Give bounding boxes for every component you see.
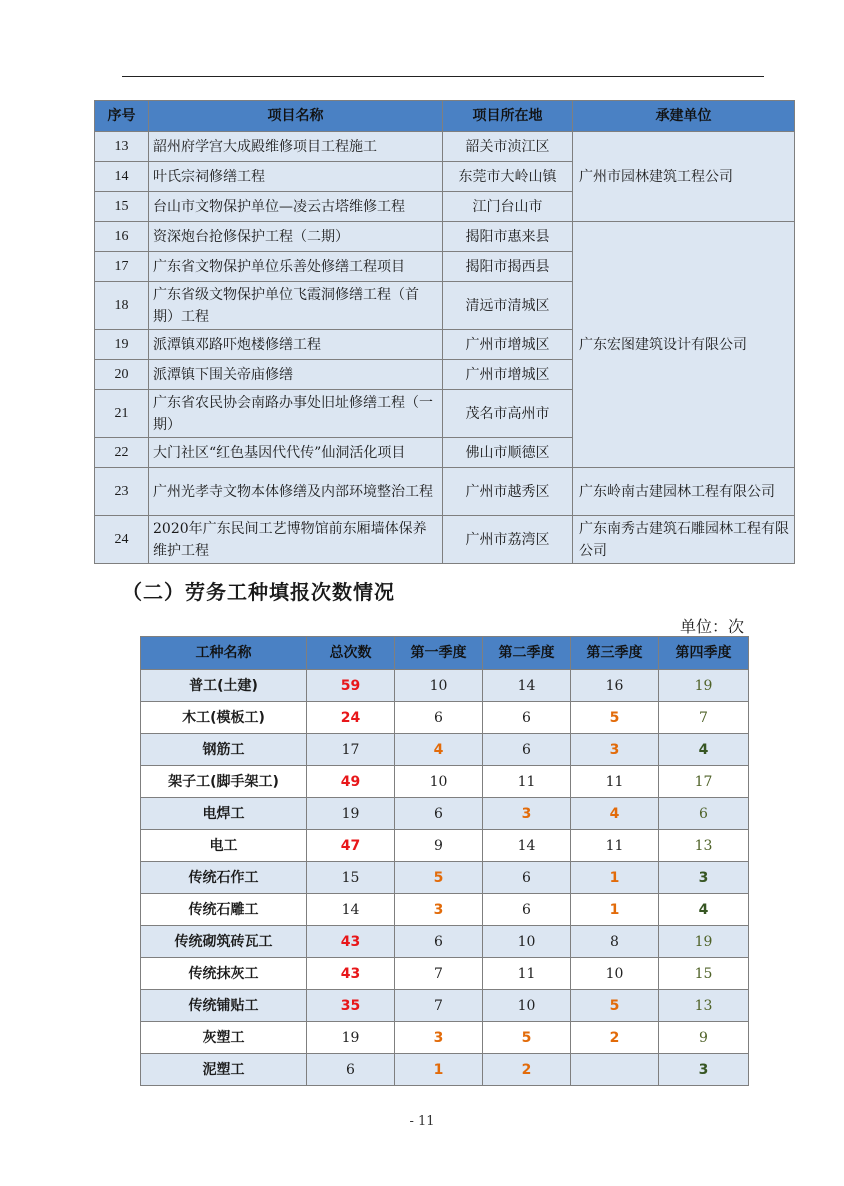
table-row: [141, 1054, 749, 1086]
q3-count: 2: [571, 1022, 659, 1054]
q4-count: 17: [659, 766, 749, 798]
q4-count: 7: [659, 702, 749, 734]
total-count: 59: [307, 670, 395, 702]
project-location: 揭阳市惠来县: [443, 222, 573, 252]
project-location: 广州市增城区: [443, 360, 573, 390]
craft-name: 传统石雕工: [141, 894, 307, 926]
column-header: 工种名称: [141, 637, 307, 670]
craft-name: 泥塑工: [141, 1054, 307, 1086]
table-row: [141, 990, 749, 1022]
project-name: 广州光孝寺文物本体修缮及内部环境整治工程: [149, 468, 443, 516]
q3-count: 5: [571, 702, 659, 734]
q1-count: 5: [395, 862, 483, 894]
total-count: 43: [307, 958, 395, 990]
q4-count: 4: [659, 734, 749, 766]
project-location: 清远市清城区: [443, 282, 573, 330]
table-row: [141, 702, 749, 734]
column-header: 第四季度: [659, 637, 749, 670]
project-location: 茂名市高州市: [443, 390, 573, 438]
q3-count: 4: [571, 798, 659, 830]
craft-name: 架子工(脚手架工): [141, 766, 307, 798]
project-location: 佛山市顺德区: [443, 438, 573, 468]
q1-count: 6: [395, 926, 483, 958]
total-count: 49: [307, 766, 395, 798]
row-number: 13: [95, 132, 149, 162]
craft-name: 木工(模板工): [141, 702, 307, 734]
table-row: [141, 670, 749, 702]
builder-cell: 广东宏图建筑设计有限公司: [573, 222, 795, 468]
table-row: [141, 1022, 749, 1054]
project-name: 派潭镇邓路吓炮楼修缮工程: [149, 330, 443, 360]
total-count: 35: [307, 990, 395, 1022]
row-number: 24: [95, 516, 149, 564]
column-header: 序号: [95, 101, 149, 132]
table-row: [141, 894, 749, 926]
craft-name: 传统铺贴工: [141, 990, 307, 1022]
project-name: 韶州府学宫大成殿维修项目工程施工: [149, 132, 443, 162]
project-name: 派潭镇下围关帝庙修缮: [149, 360, 443, 390]
row-number: 17: [95, 252, 149, 282]
q4-count: 9: [659, 1022, 749, 1054]
total-count: 24: [307, 702, 395, 734]
q1-count: 6: [395, 702, 483, 734]
q2-count: 3: [483, 798, 571, 830]
q2-count: 5: [483, 1022, 571, 1054]
q2-count: 2: [483, 1054, 571, 1086]
q4-count: 3: [659, 862, 749, 894]
column-header: 总次数: [307, 637, 395, 670]
q3-count: 3: [571, 734, 659, 766]
total-count: 43: [307, 926, 395, 958]
q2-count: 10: [483, 926, 571, 958]
q1-count: 9: [395, 830, 483, 862]
column-header: 承建单位: [573, 101, 795, 132]
craft-name: 灰塑工: [141, 1022, 307, 1054]
total-count: 19: [307, 1022, 395, 1054]
total-count: 17: [307, 734, 395, 766]
table-row: [95, 222, 795, 252]
table-row: [95, 468, 795, 516]
q2-count: 11: [483, 766, 571, 798]
q3-count: [571, 1054, 659, 1086]
column-header: 第三季度: [571, 637, 659, 670]
q2-count: 14: [483, 670, 571, 702]
q2-count: 6: [483, 702, 571, 734]
project-location: 江门台山市: [443, 192, 573, 222]
row-number: 20: [95, 360, 149, 390]
project-name: 台山市文物保护单位—凌云古塔维修工程: [149, 192, 443, 222]
unit-label: 单位：次: [679, 617, 744, 636]
project-table: [94, 100, 795, 564]
q3-count: 11: [571, 766, 659, 798]
q2-count: 6: [483, 894, 571, 926]
table-row: [95, 516, 795, 564]
table-row: [141, 958, 749, 990]
column-header: 项目所在地: [443, 101, 573, 132]
q4-count: 13: [659, 990, 749, 1022]
table-row: [141, 798, 749, 830]
project-location: 东莞市大岭山镇: [443, 162, 573, 192]
q2-count: 6: [483, 862, 571, 894]
table-header-row: [95, 101, 795, 132]
craft-name: 电工: [141, 830, 307, 862]
q1-count: 1: [395, 1054, 483, 1086]
craft-name: 传统砌筑砖瓦工: [141, 926, 307, 958]
total-count: 47: [307, 830, 395, 862]
table-row: [141, 734, 749, 766]
project-name: 2020年广东民间工艺博物馆前东厢墙体保养维护工程: [149, 516, 443, 564]
q1-count: 7: [395, 958, 483, 990]
craft-name: 钢筋工: [141, 734, 307, 766]
q3-count: 5: [571, 990, 659, 1022]
q1-count: 3: [395, 1022, 483, 1054]
craft-name: 电焊工: [141, 798, 307, 830]
q1-count: 10: [395, 766, 483, 798]
total-count: 19: [307, 798, 395, 830]
project-name: 广东省文物保护单位乐善处修缮工程项目: [149, 252, 443, 282]
q2-count: 6: [483, 734, 571, 766]
builder-cell: 广州市园林建筑工程公司: [573, 132, 795, 222]
row-number: 14: [95, 162, 149, 192]
project-name: 叶氏宗祠修缮工程: [149, 162, 443, 192]
row-number: 19: [95, 330, 149, 360]
project-location: 韶关市浈江区: [443, 132, 573, 162]
table-header-row: [141, 637, 749, 670]
craft-name: 传统石作工: [141, 862, 307, 894]
column-header: 第二季度: [483, 637, 571, 670]
page-number: - 11: [409, 1114, 435, 1129]
project-location: 揭阳市揭西县: [443, 252, 573, 282]
header-rule: [122, 76, 764, 77]
q4-count: 4: [659, 894, 749, 926]
row-number: 23: [95, 468, 149, 516]
project-location: 广州市增城区: [443, 330, 573, 360]
table-row: [141, 926, 749, 958]
project-name: 广东省农民协会南路办事处旧址修缮工程（一期）: [149, 390, 443, 438]
q3-count: 10: [571, 958, 659, 990]
q3-count: 1: [571, 862, 659, 894]
total-count: 14: [307, 894, 395, 926]
table-row: [95, 132, 795, 162]
table-row: [141, 830, 749, 862]
q2-count: 10: [483, 990, 571, 1022]
table-row: [141, 766, 749, 798]
row-number: 18: [95, 282, 149, 330]
q1-count: 6: [395, 798, 483, 830]
craft-count-table: [140, 636, 749, 1086]
q2-count: 14: [483, 830, 571, 862]
q1-count: 7: [395, 990, 483, 1022]
q3-count: 11: [571, 830, 659, 862]
row-number: 22: [95, 438, 149, 468]
row-number: 16: [95, 222, 149, 252]
row-number: 15: [95, 192, 149, 222]
q4-count: 15: [659, 958, 749, 990]
q3-count: 8: [571, 926, 659, 958]
row-number: 21: [95, 390, 149, 438]
project-name: 大门社区“红色基因代代传”仙洞活化项目: [149, 438, 443, 468]
q4-count: 3: [659, 1054, 749, 1086]
q4-count: 19: [659, 926, 749, 958]
q3-count: 16: [571, 670, 659, 702]
table-row: [141, 862, 749, 894]
q1-count: 4: [395, 734, 483, 766]
total-count: 6: [307, 1054, 395, 1086]
builder-cell: 广东南秀古建筑石雕园林工程有限公司: [573, 516, 795, 564]
q4-count: 6: [659, 798, 749, 830]
q1-count: 3: [395, 894, 483, 926]
q4-count: 19: [659, 670, 749, 702]
q4-count: 13: [659, 830, 749, 862]
craft-name: 普工(土建): [141, 670, 307, 702]
column-header: 第一季度: [395, 637, 483, 670]
q1-count: 10: [395, 670, 483, 702]
project-location: 广州市越秀区: [443, 468, 573, 516]
total-count: 15: [307, 862, 395, 894]
column-header: 项目名称: [149, 101, 443, 132]
craft-name: 传统抹灰工: [141, 958, 307, 990]
section-title: （二）劳务工种填报次数情况: [122, 580, 395, 604]
project-location: 广州市荔湾区: [443, 516, 573, 564]
builder-cell: 广东岭南古建园林工程有限公司: [573, 468, 795, 516]
project-name: 广东省级文物保护单位飞霞洞修缮工程（首期）工程: [149, 282, 443, 330]
project-name: 资深炮台抢修保护工程（二期）: [149, 222, 443, 252]
q2-count: 11: [483, 958, 571, 990]
q3-count: 1: [571, 894, 659, 926]
